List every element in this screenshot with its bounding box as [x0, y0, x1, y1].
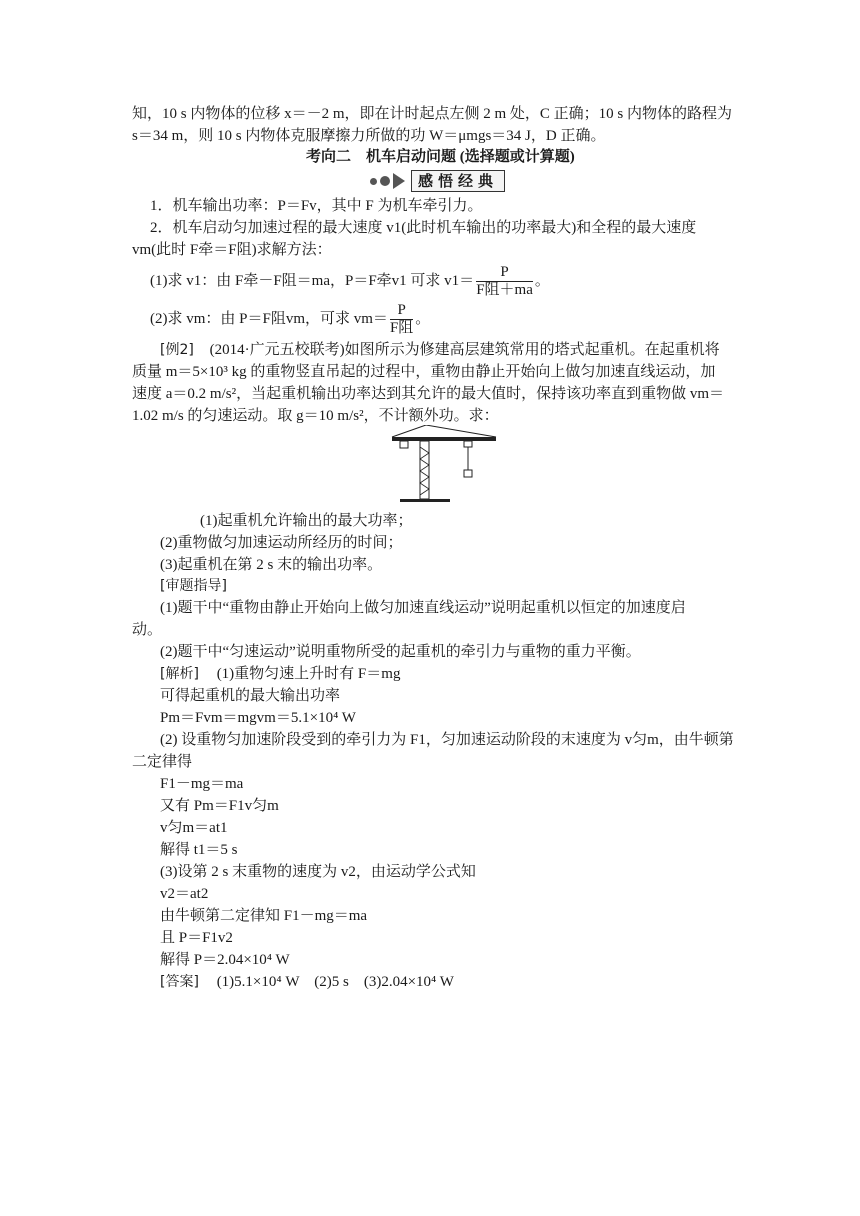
method-text: (2)求 vm：由 P＝F阻vm，可求 vm＝ — [150, 311, 388, 327]
solution-text: (1)重物匀速上升时有 F＝mg — [216, 666, 401, 682]
banner-label: 感悟经典 — [411, 170, 505, 192]
method-end: 。 — [415, 311, 431, 327]
guide-line: (2)题干中“匀速运动”说明重物所受的起重机的牵引力与重物的重力平衡。 — [160, 644, 641, 660]
guide-line: 动。 — [132, 622, 163, 638]
guide-tag: [审题指导] — [160, 578, 227, 594]
crane-base — [400, 499, 450, 502]
solution-line: 解得 P＝2.04×10⁴ W — [160, 952, 290, 968]
method-1 — [150, 262, 550, 300]
solution-line: (2) 设重物匀加速阶段受到的牵引力为 F1，匀加速运动阶段的末速度为 v匀m，由牛顿第 — [160, 732, 734, 748]
fraction-numerator: P — [390, 302, 413, 320]
tower-crane-figure — [390, 425, 500, 505]
paragraph-line: 知，10 s 内物体的位移 x＝－2 m，即在计时起点左侧 2 m 处，C 正确；10 s 内物体的路程为 — [132, 106, 733, 122]
answer-text: (1)5.1×10⁴ W (2)5 s (3)2.04×10⁴ W — [216, 974, 454, 990]
guide-line: (1)题干中“重物由静止开始向上做匀加速直线运动”说明起重机以恒定的加速度启 — [160, 600, 686, 616]
method-text: (1)求 v1：由 F牵－F阻＝ma，P＝F牵v1 可求 v1＝ — [150, 273, 475, 289]
solution-line: v匀m＝at1 — [160, 820, 228, 836]
formula-fraction — [476, 264, 533, 299]
dot-icon — [380, 176, 390, 186]
counterweight — [400, 441, 408, 448]
solution-line: F1－mg＝ma — [160, 776, 244, 792]
section-banner — [370, 170, 505, 192]
example-tag: [例2] — [160, 342, 194, 358]
cargo-weight — [464, 470, 472, 477]
solution-line: Pm＝Fvm＝mgvm＝5.1×10⁴ W — [160, 710, 356, 726]
example-text: 如图所示为修建高层建筑常用的塔式起重机。在起重机将 — [344, 342, 720, 358]
question-line: (3)起重机在第 2 s 末的输出功率。 — [160, 557, 383, 573]
formula-fraction — [390, 302, 413, 337]
question-line: (1)起重机允许输出的最大功率； — [200, 513, 413, 529]
fraction-denominator: F阻 — [389, 320, 414, 337]
crane-jib — [392, 437, 496, 441]
trolley — [464, 441, 472, 447]
solution-line: 又有 Pm＝F1v匀m — [160, 798, 279, 814]
point-line: vm(此时 F牵＝F阻)求解方法： — [132, 242, 332, 258]
example-line: 质量 m＝5×10³ kg 的重物竖直吊起的过程中，重物由静止开始向上做匀加速直线运动，加 — [132, 364, 716, 380]
example-line: 1.02 m/s 的匀速运动。取 g＝10 m/s²，不计额外功。求： — [132, 408, 499, 424]
point-line: 2．机车启动匀加速过程的最大速度 v1(此时机车输出的功率最大)和全程的最大速度 — [150, 220, 697, 236]
solution-line: 二定律得 — [132, 754, 193, 770]
answer-line — [160, 972, 454, 992]
solution-tag: [解析] — [160, 666, 199, 682]
fraction-numerator: P — [476, 264, 533, 282]
solution-line: 由牛顿第二定律知 F1－mg＝ma — [160, 908, 368, 924]
paragraph-line: s＝34 m，则 10 s 内物体克服摩擦力所做的功 W＝μmgs＝34 J，D 正确。 — [132, 128, 606, 144]
jib-stay-left — [392, 425, 426, 437]
method-end: 。 — [534, 273, 550, 289]
solution-line: 可得起重机的最大输出功率 — [160, 688, 341, 704]
example-line — [160, 340, 720, 360]
method-2 — [150, 300, 430, 338]
solution-line: (3)设第 2 s 末重物的速度为 v2，由运动学公式知 — [160, 864, 476, 880]
solution-line: v2＝at2 — [160, 886, 209, 902]
tower-lattice — [420, 447, 429, 495]
jib-stay-right — [426, 425, 496, 437]
solution-line — [160, 664, 400, 684]
point-line: 1．机车输出功率：P＝Fv，其中 F 为机车牵引力。 — [150, 198, 483, 214]
dot-icon — [370, 178, 377, 185]
solution-line: 且 P＝F1v2 — [160, 930, 233, 946]
question-line: (2)重物做匀加速运动所经历的时间； — [160, 535, 403, 551]
fraction-denominator: F阻＋ma — [476, 282, 533, 299]
arrow-icon — [393, 173, 405, 189]
solution-line: 解得 t1＝5 s — [160, 842, 238, 858]
section-heading: 考向二 机车启动问题 (选择题或计算题) — [306, 149, 575, 165]
example-line: 速度 a＝0.2 m/s²，当起重机输出功率达到其允许的最大值时，保持该功率直到重物做 vm＝ — [132, 386, 724, 402]
answer-tag: [答案] — [160, 974, 199, 990]
example-source: (2014·广元五校联考) — [209, 342, 345, 358]
